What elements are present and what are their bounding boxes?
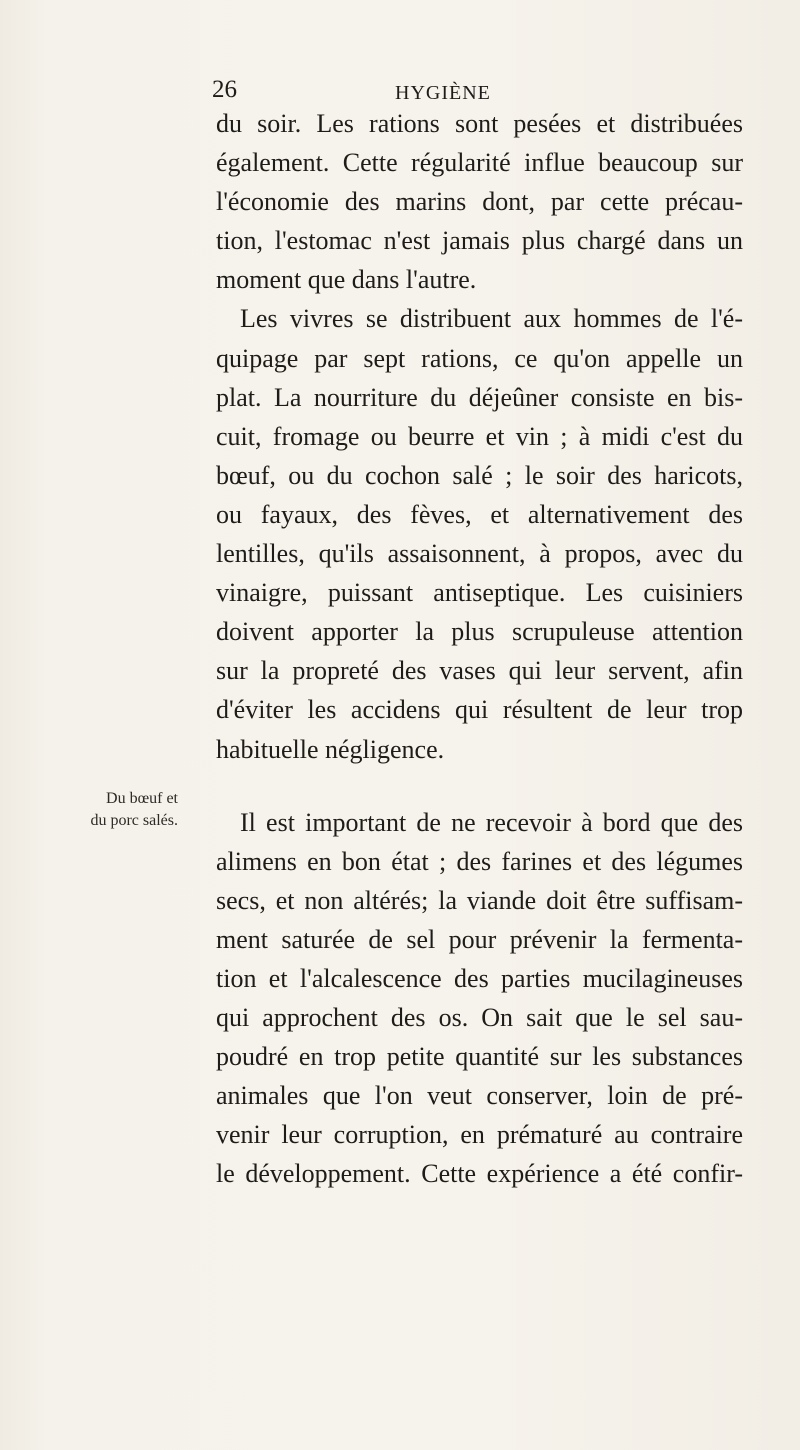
margin-note-line: Du bœuf et [106, 790, 178, 807]
text-line: doivent apporter la plus scrupuleuse attention [216, 617, 743, 647]
text-line: secs, et non altérés; la viande doit être suffisam- [216, 885, 743, 915]
text-line: bœuf, ou du cochon salé ; le soir des haricots, [216, 460, 743, 490]
text-line: le développement. Cette expérience a été confir- [216, 1159, 743, 1189]
text-line: plat. La nourriture du déjeûner consiste en bis- [216, 382, 743, 412]
text-line: du soir. Les rations sont pesées et distribuées [216, 109, 743, 138]
text-line: tion, l'estomac n'est jamais plus chargé dans un [216, 226, 743, 256]
text-line: tion et l'alcalescence des parties mucilagineuses [216, 963, 743, 993]
paragraph [216, 104, 743, 299]
text-line: moment que dans l'autre. [216, 265, 477, 295]
text-line: quipage par sept rations, ce qu'on appelle un [216, 343, 743, 373]
body-text [216, 104, 743, 1194]
text-line: Il est important de ne recevoir à bord que des [240, 807, 743, 837]
section-gap [216, 769, 743, 803]
text-line: vinaigre, puissant antiseptique. Les cuisiniers [216, 578, 743, 608]
text-line: venir leur corruption, en prématuré au contraire [216, 1120, 743, 1150]
text-line: animales que l'on veut conserver, loin de pré- [216, 1081, 743, 1111]
text-line: ou fayaux, des fèves, et alternativement des [216, 499, 743, 529]
text-line: l'économie des marins dont, par cette précau- [216, 187, 743, 217]
running-head: HYGIÈNE [395, 82, 491, 104]
text-line: poudré en trop petite quantité sur les substances [216, 1042, 743, 1072]
text-line: Les vivres se distribuent aux hommes de l'é- [240, 304, 743, 334]
paragraph [216, 803, 743, 1194]
text-line: également. Cette régularité influe beaucoup sur [216, 148, 743, 178]
text-line: d'éviter les accidens qui résultent de leur trop [216, 695, 743, 725]
text-line: cuit, fromage ou beurre et vin ; à midi c'est du [216, 421, 743, 451]
text-line: sur la propreté des vases qui leur servent, afin [216, 656, 743, 686]
margin-note-line: du porc salés. [90, 812, 178, 829]
page-number: 26 [212, 76, 237, 103]
margin-note [28, 788, 178, 832]
text-line: lentilles, qu'ils assaisonnent, à propos, avec du [216, 539, 743, 569]
paragraph [216, 299, 743, 768]
text-line: alimens en bon état ; des farines et des légumes [216, 846, 743, 876]
text-line: qui approchent des os. On sait que le sel sau- [216, 1003, 743, 1033]
text-line: ment saturée de sel pour prévenir la fermenta- [216, 924, 743, 954]
text-line: habituelle négligence. [216, 734, 445, 764]
